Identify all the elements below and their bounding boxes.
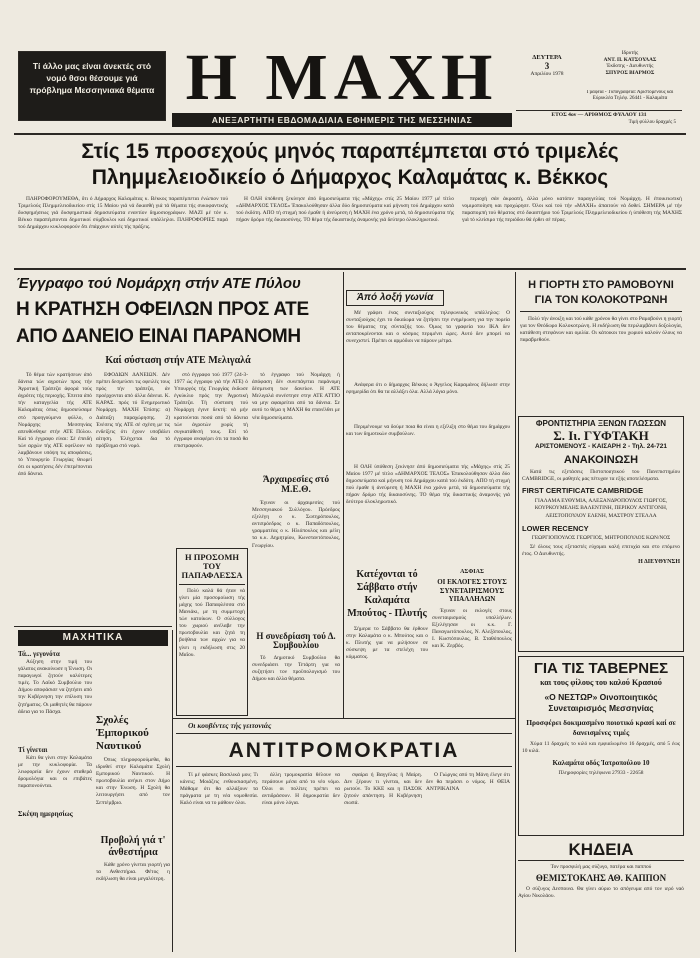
publisher-name: ΣΠΥΡΟΣ ΒΙΑΡΜΟΣ bbox=[605, 69, 655, 76]
antitromokratia-col-1: Τί μέ φάσκες Βασιλικά μου; Τι κάνεις; Μοιάζεις ενθουσιασμένη. Μάθαμε ότι θα αλλάξουν τα πράγματα με τη νέα νομοθεσία. Καλό είναι να το μάθουν όλοι. bbox=[180, 772, 258, 807]
column-rule-3 bbox=[172, 630, 173, 952]
festival-text: Πολύ τήν άνοιξη και τού κάθε χρόνου θα γίνει στο Ραμοβούνι η γιορτή για τον Θεόδωρο Κολοκοτρώνη. Η εκδήλωση θα περιλαμβάνει δοξολογία, κατάθεση στεφάνων και ομιλία. Οι κάτοικοι του χωριού καλούν όλους να παραβρεθούν. bbox=[520, 316, 682, 344]
antitromokratia-col-2: άλλη τρομοκρατία θέλουν να περάσουν μέσα από το νέο νόμο. Όλοι οι πολίτες πρέπει να αντιδράσουν. Η δημοκρατία δεν είναι μόνο λόγια. bbox=[262, 772, 340, 807]
antitromokratia-headline: ΑΝΤΙΤΡΟΜΟΚΡΑΤΙΑ bbox=[176, 733, 512, 767]
column-rule-1 bbox=[343, 272, 344, 718]
masthead-date-number: 3 bbox=[544, 61, 550, 71]
ate-subhead: Καί σύσταση στήν ΑΤΕ Μελιγαλά bbox=[105, 355, 251, 366]
bottom-section-rule bbox=[172, 718, 515, 719]
ate-col-4: τό έγγραφο τού Νομάρχη ή άπόφαση δέν συνεπάγεται παράνομη δέσμευση των δανείων. Η ΑΤΕ Μελιγαλά συνέστησε στην ΑΤΕ ΑΤΤΙΟ να μην αφαιρείται από τα δάνεια. Σε αυτό το θέμα η ΜΑΧΗ θα επανέλθει με νέα δημοσιεύματα. bbox=[252, 372, 340, 421]
ate-kicker: Έγγραφο τού Νομάρχη στήν ΑΤΕ Πύλου bbox=[16, 275, 301, 292]
corner-text-3: Περιμένουμε να δούμε ποια θα είναι η εξέλιξη στο θέμα του δημάρχου και των δημοτικών συμβούλων. bbox=[346, 424, 510, 438]
festival-title: Η ΓΙΟΡΤΗ ΣΤΟ ΡΑΜΟΒΟΥΝΙ ΓΙΑ ΤΟΝ ΚΟΛΟΚΟΤΡΩΝΗ bbox=[520, 278, 682, 312]
ate-headline: Η ΚΡΑΤΗΣΗ ΟΦΕΙΛΩΝ ΠΡΟΣ ΑΤΕ ΑΠΟ ΔΑΝΕΙΟ ΕΙΝΑΙ ΠΑΡΑΝΟΜΗ bbox=[16, 299, 309, 347]
lead-col-2: Η ΟΛΗ ύπόθεση ξεκίνησε άπό δημοσιεύματα τής «Μάχης» στίς 25 Μαίου 1977 μέ τίτλο «ΔΗΜΑΡΧΟΣ ΤΕΛΟΣ» Έπακολούθησαν άλλα δύο δημοσιεύματα καί μήνυση τού Δημάρχου κατά τού έκδότη. ΑΠΟ τή στιγμή πού έμαθε ή άνεύρεση ή ΜΑΧΗ ένα χρόνο μετά, τά δημοσιεύματα τής πήραν δρόμο τής δικαιοσύνης. ΤΟ θέμα τής δικαστικής άναμονής γιά δεύτερο όλοκληρωτικό. bbox=[236, 196, 454, 224]
masthead-year-issue: ΕΤΟΣ 4ον — ΑΡΙΘΜΟΣ ΦΥΛΛΟΥ 131 bbox=[516, 110, 682, 119]
column-rule-2 bbox=[515, 272, 516, 952]
masthead-title: Η ΜΑΧΗ bbox=[185, 44, 499, 112]
neighborhood-kicker: Οι κουβέντες τής γειτονιάς bbox=[188, 721, 272, 730]
ate-col-1: Τό θέμα τών κρατήσεων άπό δάνεια τών αγροτών προς τήν Άγροτική Τράπεζα άφορά τούς άγρότες τής περιοχής. Έπειτα άπό τήν καταγγελία τής ΑΤΕ Καλαμάτας όπως δημοσιεύσαμε στό προηγούμενο φύλλο, ο Νομάρχης Μεσσηνίας απευθύνθηκε στήν ΑΤΕ Πύλου. Καί τό έγγραφο είναι: Σέ έπειδή τών αρχών τής ΑΤΕ οφείλουν νά λαμβάνουν υπόψη τις αποφάσεις, τό Υπουργείο Γεωργίας θεωρεί ότι οι κρατήσεις δέν έπιτρέπονται άπό δάνεια. bbox=[18, 372, 92, 478]
antitromokratia-col-4: Ο Γιώργος από τη Μάνη έλεγε ότι δεν θα περάσει ο νόμος. Η ΘΕΙΑ ΑΝΤΡΙΚΑΙΝΑ bbox=[426, 772, 510, 793]
ate-col-3: στό έγγραφο τού 1977 (24-3-1977 ώς έγγραφο γιά τήν ΑΤΕ) ό Υπουργός τής Γεωργίας έκδωσε έγκύκλιο πρός την Άγροτική Τράπεζα. Τή σύσταση τού Νομάρχη έγινε δεκτή: νά μήν κρατούνται ποσά από τά δάνεια τών άγροτών χωρίς τή συγκατάθεσή τους. Επί τό έγγραφο αναφέρει ότι τα ποσά θα επιστραφούν. bbox=[174, 372, 248, 449]
funeral-notice: ΚΗΔΕΙΑ Τον προσφιλή μας σύζυγο, πατέρα και παππού ΘΕΜΙΣΤΟΚΛΗΣ ΑΘ. ΚΑΠΠΟΝ Ο σύζυγος Δεσποινα. Θα γίνει αύριο το απόγευμα από τον ιερό ναό Αγίου Νικολάου. bbox=[518, 840, 684, 900]
masthead-price: Τιμή φύλλου δραχμές 5 bbox=[628, 120, 676, 125]
symvoulio-box: Η συνεδρίαση τού Δ. Συμβουλίου Τό Δημοτικό Συμβούλιο θα συνεδριάσει την Τετάρτη για να συζητήσει τον προϋπολογισμό του Δήμου και άλλα θέματα. bbox=[252, 631, 340, 683]
corner-text: Μέ γράφει ένας συνταξιούχος τηλεφωνικός υπάλληλος: Ο συνταξιούχος έχει το δικαίωμα να ζητήσει την ενημέρωση για την πορεία του θέματος της σύνταξής του. Όμως τα γραφεία του ΙΚΑ δεν ανταποκρίνονται και ο κόσμος περιμένει ώρες. Αυτό δεν μπορεί να συνεχιστεί. Πρέπει οι αρμόδιοι να πάρουν μέτρα. bbox=[346, 310, 510, 345]
masthead-date-month: Απριλίου 1978 bbox=[530, 71, 564, 77]
taverns-ad: ΓΙΑ ΤΙΣ ΤΑΒΕΡΝΕΣ και τους φίλους του καλού Κρασιού «Ο ΝΕΣΤΩΡ» Οινοποιητικός Συνεταιρισμός Μεσσηνίας Προσφέρει δοκιμασμένο ποιοτικό κρασί καί σε δανεισμένες τιμές Χύμα 11 δραχμές το κιλό και εμφιαλωμένο 16 δραχμές, από 5 έως 10 κιλά. Καλαμάτα οδός Ίατροπούλου 10 Πληροφορίες τηλέφωνα 27933 - 22658 bbox=[518, 656, 684, 836]
ate-col-2: ΕΦΟΔΙΩΝ ΔΑΝΕΙΩΝ. Δέν πρέπει δεσμεύσει τις οφειλές τους πρός τήν τράπεζα, άν προέρχονται από άλλα δάνεια. Κ. ΚΑΡΑΣ. πρός τό Ενημερωτικό Νομάρχη. ΜΑΧΗ Έπίσης: α) Διάταξη παραχώρησης. 2) Ένέσεις τής ΑΤΕ σέ σχέση με τις ενδείξεις ότι έχουν υποβάλει αίτηση. Έλέγχεται δια τό πρόβλημα στό νομό. bbox=[96, 372, 170, 449]
publisher-label: Έκδοτης - Διευθυντής bbox=[606, 63, 654, 70]
elections-box: ΑΣΦΙΑΣ ΟΙ ΕΚΛΟΓΕΣ ΣΤΟΥΣ ΣΥΝΕΤΑΙΡΙΣΜΟΥΣ ΥΠΑΛΛΗΛΩΝ Έγιναν οι εκλογές στους συνεταιρισμούς υπαλλήλων. Εξελέγησαν οι κ.κ. Γ. Παναγιωτόπουλος, Ν. Αλεξόπουλος, Ι. Κωστόπουλος, Β. Σταθόπουλος και Κ. Ζερβός. bbox=[432, 569, 512, 649]
corner-label: Άπό λοξή γωνία bbox=[346, 290, 444, 306]
masthead-offices: Γραφεία - Τυπογραφεία: Άριστομένους καί Εύρυκλέα Τηλέφ. 26441 - Καλαμάτα bbox=[586, 90, 674, 102]
machitika-header: ΜΑΧΗΤΙΚΑ bbox=[18, 630, 168, 646]
sabbath-box: Κατέχονται τό Σάββατο στήν Καλαμάτα Μπούτος - Πλυτής Σήμερα το Σάββατο θα έρθουν στην Καλαμάτα ο κ. Μπούτος και ο κ. Πλυτής για να μιλήσουν σε σύσκεψη με τα στελέχη του κόμματος. bbox=[346, 569, 428, 661]
masthead-rule bbox=[14, 133, 686, 135]
masthead-credits bbox=[582, 50, 678, 90]
corner-text-2: Ανάφερα ότι ο δήμαρχος Βέκκος ο Άγγελος Καραμάνος δήλωσε στην εφημερίδα ότι θα τα αλλάξει όλα. Αλλά λόγια μόνο. bbox=[346, 382, 510, 396]
masthead-tagline: ΑΝΕΞΑΡΤΗΤΗ ΕΒΔΟΜΑΔΙΑΙΑ ΕΦΗΜΕΡΙΣ ΤΗΣ ΜΕΣΣΗΝΙΑΣ bbox=[172, 113, 512, 127]
pappaflessa-box: Η ΠΡΟΣΟΜΗ ΤΟΥ ΠΑΠΑΦΛΕΣΣΑ Πολύ καλά θά ήταν νά γίνει μία προσομοίωση τής μάχης τού Παπαφλέσσα στό Μανιάκι, με τη συμμετοχή τών κατοίκων. Ο σύλλογος του χωριού ανέλαβε την πρωτοβουλία και ζητά τη βοήθεια των αρχών για να γίνει η εκδήλωση στις 20 Μαΐου. bbox=[176, 548, 248, 716]
naval-school-col: Σχολές Έμπορικού Ναυτικού Όπως πληροφορούμεθα, θα ιδρυθεί στην Καλαμάτα Σχολή Εμπορικού Ναυτικού. Η πρωτοβουλία ανήκει στον Δήμο και στην Ένωση. Η Σχολή θα λειτουργήσει από τον Σεπτέμβριο. Προβολή γιά τ' άνθεστήρια Κάθε χρόνο γίνεται γιορτή για τα Ανθεστήρια. Φέτος η εκδήλωση θα είναι μεγαλύτερη. bbox=[96, 714, 170, 882]
lead-col-3: περιοχή σάν άκροατή, άλλα μόνο κατόπιν παραγγελίας τού Νομάρχη. Η έποικειωτική νομιμοποίηση και προχώρησε. Όλοι καί τού τήν «ΜΑΧΗ» άπαιτούν νά δοθεί. ΣΗΜΕΡΑ μέ τήν παραπομπή τού θέματος στό δικαστήριο τού Τριμελούς Πλημμελειοδικείου ή ύπόθεση τής ΜΑΧΗΣ γιά τό κλείσιμο τής περιόδου θά έρθει σέ πέρας. bbox=[462, 196, 682, 224]
machitika-col: Τά... γεγονότα Αύξηση στην τιμή του γάλατος ανακοίνωσε η Ένωση. Οι παραγωγοί ζητούν καλύτερες τιμές. Το Λαϊκό Συμβούλιο του Δήμου αποφάσισε να ζητήσει από την Κυβέρνηση την επίλυση του ζητήματος. Οι μαθητές θα πάρουν άδεια για το Πάσχα. Τί γίνεται Κάτι θα γίνει στην Καλαμάτα με την κυκλοφορία. Τα λεωφορεία δεν έχουν σταθερά δρομολόγια και οι επιβάτες παραπονούνται. Σκέψη ημερησίως bbox=[18, 650, 92, 819]
founder-label: Ιδρυτής bbox=[621, 50, 639, 56]
lead-col-1: ΠΛΗΡΟΦΟΡΟΥΜΕΘΑ, δτι ό Δήμαρχος Καλαμάτας κ. Βέκκος παραπέμπεται ένώπιον τού Τριμελούς Πλημμελειοδικείου στίς 15 Μαίου γιά νά δικασθή γιά τά θέματα τής συκοφαντικής δυσφημήσεως γιά δυσφημιστικά δημοσιεύματα εναντίον δημοσιογράφων. ΜΑΖΙ μέ τόν κ. Βέκκο παραπέμπονται δημοτικοί σύμβουλοι καί δημοτικοί υπάλληλοι. ΠΛΗΡΟΦΟΡΙΕΣ παρά τού Δημάρχου κυκλοφορούν δτι έπάρχουν αύτές τής πράξεις. bbox=[18, 196, 228, 231]
masthead-left-box: Τί άλλο μας είναι άνεκτές στό νομό θσοι θέσουμε γιά πρόβλημα Μεσσηνιακά θέματα bbox=[18, 51, 166, 121]
antitromokratia-col-3: σφαίρα ή Βαγγέλας ή Μαίρη. Δεν ξέρουν τι γίνεται, και δεν ρωτούν. Το ΚΚΕ και η ΠΑΣΟΚ ζητούν απάντηση. Η Κυβέρνηση σιωπά. bbox=[344, 772, 422, 807]
school-ad: ΦΡΟΝΤΙΣΤΗΡΙΑ ΞΕΝΩΝ ΓΛΩΣΣΩΝ Σ. Ιι. ΓΥΦΤΑΚΗ ΑΡΙΣΤΟΜΕΝΟΥΣ - ΚΑΙΣΑΡΗ 2 - Τηλ. 24-721 ΑΝΑΚΟΙΝΩΣΗ Κατά τις εξετάσεις Πιστοποιητικού του Πανεπιστημίου CAMBRIDGE, οι μαθητές μας πέτυχαν τα εξής αποτελέσματα. FIRST CERTIFICATE CAMBRIDGE ΓΙΑΛΑΜΑ ΕΥΘΥΜΙΑ, ΑΛΕΞΑΝΔΡΟΠΟΥΛΟΣ ΓΙΩΡΓΟΣ, ΚΟΥΡΚΟΥΜΕΛΗΣ ΒΑΛΕΝΤΙΝΗ, ΠΕΡΙΚΟΥ ΑΝΤΙΓΟΝΗ, ΛΕΙΣΤΟΠΟΥΛΟΥ ΕΛΕΝΗ, ΜΑΣΤΡΟΥ ΣΤΕΛΛΑ LOWER RECENCY ΓΕΩΡΓΙΟΠΟΥΛΟΣ ΓΕΩΡΓΙΟΣ, ΜΗΤΡΟΠΟΥΛΟΣ ΚΩΝ/ΝΟΣ Σέ όλους τους εξεταστές εύχομαι καλή επιτυχία και στο επόμενο έτος. Ο Διευθυντής. Η ΔΙΕΥΘΥΝΣΗ bbox=[518, 416, 684, 652]
left-article-rule bbox=[14, 626, 172, 627]
lead-rule bbox=[14, 268, 686, 270]
masthead-day: ΔΕΥΤΕΡΑ bbox=[532, 54, 562, 61]
founder-name: ΑΝΤ. Π. ΚΑΤΣΟΥΛΑΣ bbox=[603, 56, 657, 63]
lead-headline: Στίς 15 προσεχούς μηνός παραπέμπεται στό τριμελές Πλημμελειοδικείο ό Δήμαρχος Καλαμάτας κ. Βέκκος bbox=[81, 140, 619, 189]
archaeology-box: Άρχαιρεσίες στό Μ.Ε.Θ. Έγιναν οι άρχαιρεσίες τού Μεσσηνιακού Συλλόγου. Πρόεδρος εξελέγη ο κ. Σωτηρόπουλος, αντιπρόεδρος ο κ. Παπαδόπουλος, γραμματέας ο κ. Ηλιόπουλος και μέλη τα κ.κ. Δημητρίου, Κωνσταντόπουλος, Γεωργίου. bbox=[252, 475, 340, 549]
middle-text-col: Η ΟΛΗ ύπόθεση ξεκίνησε άπό δημοσιεύματα τής «Μάχης» στίς 25 Μαίου 1977 μέ τίτλο «ΔΗΜΑΡΧΟΣ ΤΕΛΟΣ» Έπακολούθησαν άλλα δύο δημοσιεύματα καί μήνυση τού Δημάρχου κατά τού έκδότη. ΑΠΟ τή στιγμή πού έμαθε ή άνεύρεση ή ΜΑΧΗ ένα χρόνο μετά, τά δημοσιεύματα τής πήραν δρόμο τής δικαιοσύνης. ΤΟ θέμα τής δικαστικής άναμονής γιά δεύτερο όλοκληρωτικό. bbox=[346, 464, 510, 506]
